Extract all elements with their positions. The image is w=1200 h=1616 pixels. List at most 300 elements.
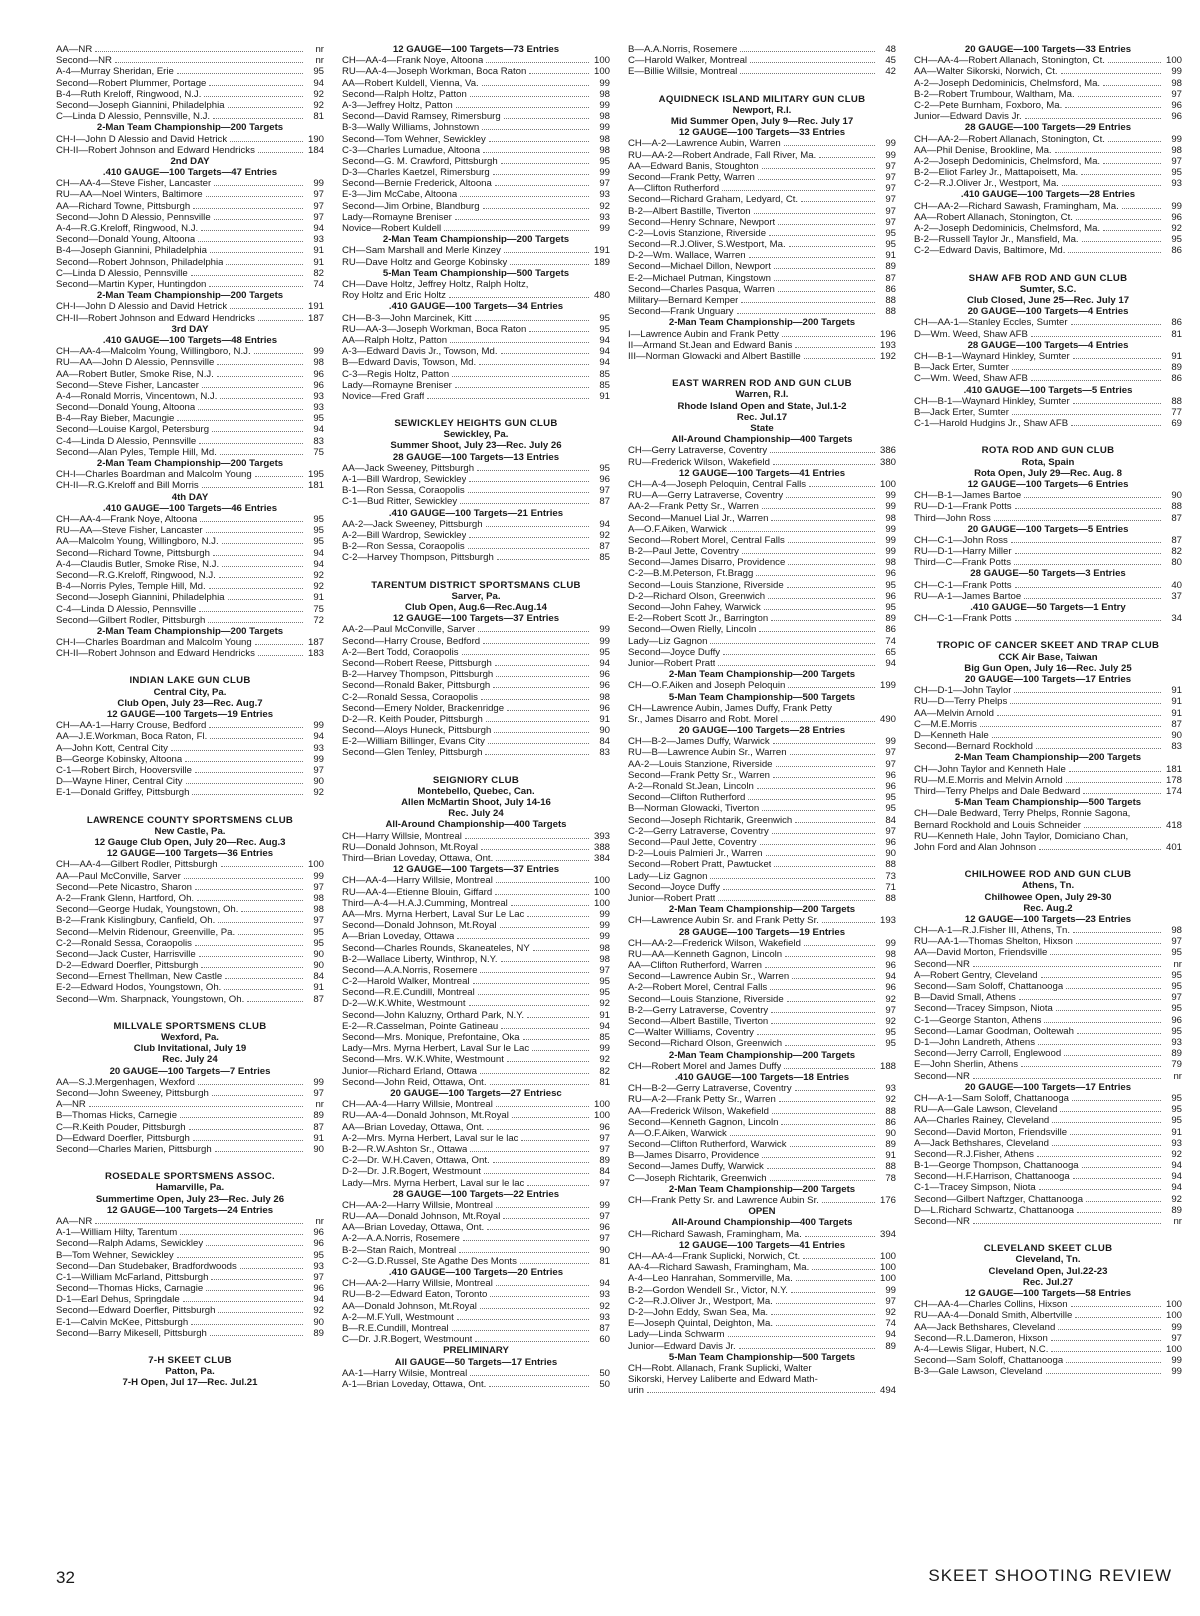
result-row (56, 134, 324, 145)
score: 95 (1171, 1104, 1182, 1116)
score: 95 (885, 792, 896, 804)
event-heading: Summer Shoot, July 23—Rec. July 26 (390, 440, 562, 452)
leader-dots (201, 229, 303, 231)
result-row (914, 1299, 1182, 1310)
score: 84 (599, 1166, 610, 1178)
shooter-name: Second—Ralph Holtz, Patton (342, 88, 467, 100)
shooter-name: Second—Gilbert Naftzger, Chattanooga (914, 1193, 1084, 1205)
shooter-name: B-2—Gerry Latraverse, Coventry (628, 1004, 769, 1016)
result-row (628, 647, 896, 658)
score: 93 (599, 1289, 610, 1301)
score: 92 (599, 998, 610, 1010)
result-row (628, 183, 896, 194)
score: 92 (313, 569, 324, 581)
shooter-name: Novice—Fred Graff (342, 390, 425, 402)
score: 97 (599, 964, 610, 976)
score: 96 (313, 379, 324, 391)
leader-dots (215, 1150, 303, 1152)
event-heading: .410 GAUGE—100 Targets—34 Entries (388, 301, 564, 313)
result-row (914, 1071, 1182, 1082)
score: 90 (599, 725, 610, 737)
shooter-name: CH—AA-1—Harry Crouse, Bedford (56, 720, 207, 732)
event-heading: 12 GAUGE—100 Targets—36 Entries (106, 848, 274, 860)
score: 94 (313, 547, 324, 559)
result-row (628, 971, 896, 982)
score: 94 (885, 971, 896, 983)
result-row (56, 960, 324, 971)
leader-dots (1046, 1372, 1161, 1374)
score: 83 (313, 435, 324, 447)
leader-dots (773, 742, 875, 744)
result-row (342, 747, 610, 758)
shooter-name: E-2—William Billinger, Evans City (342, 736, 485, 748)
leader-dots (496, 859, 589, 861)
score: 100 (879, 1273, 896, 1285)
result-row (914, 156, 1182, 167)
leader-dots (177, 1256, 303, 1258)
score: 87 (599, 1322, 610, 1334)
result-row (914, 1194, 1182, 1205)
score: 96 (1171, 1014, 1182, 1026)
score: 92 (313, 88, 324, 100)
score: 99 (885, 149, 896, 161)
leader-dots (484, 1172, 589, 1174)
result-row (56, 982, 324, 993)
result-row (342, 898, 610, 909)
result-row (56, 257, 324, 268)
result-row (342, 78, 610, 89)
result-row (342, 647, 610, 658)
result-row (914, 730, 1182, 741)
score: 95 (599, 976, 610, 988)
shooter-name: Second—Mrs. W.K.White, Westmount (342, 1054, 504, 1066)
score: 96 (885, 960, 896, 972)
result-row (342, 1144, 610, 1155)
shooter-name: Lady—Mrs. Myrna Herbert, Laval Sur le Lac (342, 1043, 530, 1055)
shooter-name: Second—James Duffy, Warwick (628, 1161, 764, 1173)
result-row (342, 552, 610, 563)
shooter-name: AA—Robert Allanach, Stonington, Ct. (914, 211, 1073, 223)
result-row (914, 591, 1182, 602)
leader-dots (776, 765, 875, 767)
leader-dots (210, 737, 303, 739)
leader-dots (762, 1156, 875, 1158)
leader-dots (1068, 251, 1161, 253)
result-row (342, 530, 610, 541)
score: 91 (1171, 696, 1182, 708)
score: 90 (885, 1127, 896, 1139)
result-row (56, 604, 324, 615)
result-row (342, 943, 610, 954)
shooter-name: D-1—John Landreth, Athens (914, 1036, 1036, 1048)
score: 192 (879, 350, 896, 362)
score: 91 (599, 390, 610, 402)
shooter-name: C-4—Linda D Alessio, Pennsville (56, 603, 197, 615)
shooter-name: Second—Clifton Rutherford (628, 792, 746, 804)
leader-dots (766, 854, 875, 856)
result-row (56, 1216, 324, 1227)
leader-dots (1071, 424, 1161, 426)
result-row (342, 212, 610, 223)
leader-dots (769, 234, 875, 236)
result-row (628, 445, 896, 456)
shooter-name: Second—Glen Tenley, Pittsburgh (342, 747, 483, 759)
result-row (56, 413, 324, 424)
shooter-name: C-2—Edward Davis, Baltimore, Md. (914, 245, 1066, 257)
shooter-name: Junior—Richard Erland, Ottawa (342, 1065, 477, 1077)
team-championship-heading: 2-Man Team Championship—200 Targets (96, 122, 284, 134)
score: 94 (313, 558, 324, 570)
leader-dots (478, 993, 589, 995)
result-row (914, 111, 1182, 122)
leader-dots (494, 731, 589, 733)
result-row (914, 1344, 1182, 1355)
leader-dots (195, 888, 303, 890)
score: 94 (599, 346, 610, 358)
shooter-name: CH—AA-4—Frank Noye, Altoona (342, 55, 484, 67)
result-row (56, 447, 324, 458)
shooter-name: Second—Jim Orbine, Blandburg (342, 200, 480, 212)
shooter-name: C-2—Ronald Sessa, Coraopolis (342, 691, 478, 703)
shooter-name: C—Linda D Alessio, Pennsville, N.J. (56, 111, 211, 123)
score: 95 (599, 462, 610, 474)
result-row (342, 245, 610, 256)
result-row (628, 658, 896, 669)
score: 99 (1171, 66, 1182, 78)
shooter-name: CH—Robert Morel and James Duffy (628, 1060, 782, 1072)
result-row (914, 329, 1182, 340)
leader-dots (1076, 218, 1161, 220)
shooter-name: Second—Lawrence Aubin Sr., Warren (628, 971, 790, 983)
score: 96 (599, 680, 610, 692)
leader-dots (529, 72, 589, 74)
result-row (342, 1233, 610, 1244)
result-row (628, 351, 896, 362)
score: 89 (885, 1340, 896, 1352)
shooter-name: Second—Donald Johnson, Mt.Royal (342, 920, 497, 932)
score: 99 (885, 523, 896, 535)
result-row (628, 490, 896, 501)
score: 95 (1171, 969, 1182, 981)
shooter-name: A—Robert Gentry, Cleveland (914, 969, 1038, 981)
shooter-name: B-2—Robert Trumbour, Waltham, Ma. (914, 88, 1075, 100)
shooter-name: RU—AA-1—Thomas Shelton, Hixson (914, 936, 1073, 948)
event-heading: .410 GAUGE—100 Targets—21 Entries (388, 507, 564, 519)
score: 92 (1171, 223, 1182, 235)
event-heading: Athens, Tn. (1021, 880, 1075, 892)
shooter-name: D—Kenneth Hale (914, 730, 989, 741)
score: 92 (1171, 1148, 1182, 1160)
leader-dots (756, 574, 875, 576)
event-heading: Central City, Pa. (153, 686, 227, 698)
result-row (628, 138, 896, 149)
shooter-name: A-2—Joseph Dedominicis, Chelmsford, Ma. (914, 223, 1101, 235)
shooter-name: Second—Jerry Carroll, Englewood (914, 1048, 1062, 1060)
event-heading: 12 GAUGE—100 Targets—24 Entries (106, 1204, 274, 1216)
leader-dots (487, 1228, 589, 1230)
leader-dots (212, 1094, 303, 1096)
result-row (628, 150, 896, 161)
score: 181 (307, 480, 324, 492)
result-row (914, 513, 1182, 524)
club-name: ROTA ROD AND GUN CLUB (981, 445, 1115, 457)
result-row (342, 66, 610, 77)
club-name: EAST WARREN ROD AND GUN CLUB (672, 378, 852, 390)
result-row (628, 815, 896, 826)
result-row (56, 268, 324, 279)
leader-dots (748, 798, 875, 800)
result-row (342, 380, 610, 391)
score: 91 (313, 245, 324, 257)
score: 100 (593, 55, 610, 67)
leader-dots (489, 140, 589, 142)
result-row (628, 217, 896, 228)
shooter-name: A-1—Brian Loveday, Ottawa, Ont. (342, 1378, 487, 1390)
score: 187 (307, 637, 324, 649)
leader-dots (463, 1239, 589, 1241)
shooter-name: B-2—Stan Raich, Montreal (342, 1244, 457, 1256)
result-row (56, 859, 324, 870)
event-heading: 20 GAUGE—100 Targets—7 Entries (109, 1065, 271, 1077)
result-row (342, 1368, 610, 1379)
score: 96 (313, 368, 324, 380)
leader-dots (767, 1167, 875, 1169)
result-row (342, 391, 610, 402)
leader-dots (206, 1244, 303, 1246)
leader-dots (779, 1100, 875, 1102)
result-row (56, 525, 324, 536)
leader-dots (739, 1347, 875, 1349)
leader-dots (507, 1060, 589, 1062)
leader-dots (718, 899, 875, 901)
leader-dots (1012, 413, 1161, 415)
shooter-name: AA-2—Paul McConville, Sarver (342, 624, 476, 636)
score: 100 (593, 897, 610, 909)
score: 96 (313, 1227, 324, 1239)
score: 97 (599, 1177, 610, 1189)
event-heading: .410 GAUGE—100 Targets—47 Entries (102, 167, 278, 179)
leader-dots (493, 1161, 589, 1163)
result-row (628, 792, 896, 803)
leader-dots (496, 881, 589, 883)
result-row (628, 1106, 896, 1117)
result-row (914, 490, 1182, 501)
event-heading: .410 GAUGE—100 Targets—18 Entries (674, 1071, 850, 1083)
result-row (914, 167, 1182, 178)
leader-dots (523, 1038, 589, 1040)
score: 85 (599, 1032, 610, 1044)
shooter-name: Second—Robert Reese, Pittsburgh (342, 657, 492, 669)
result-row (628, 1262, 896, 1273)
score: 98 (599, 942, 610, 954)
shooter-name: Lady—Linda Schwarm (628, 1329, 725, 1341)
result-row (628, 859, 896, 870)
score: 184 (307, 144, 324, 156)
shooter-name: A-2—Bill Wardrop, Sewickley (342, 530, 467, 542)
score: 96 (599, 1121, 610, 1133)
score: 97 (1171, 936, 1182, 948)
shooter-name: RU—AA—Donald Johnson, Mt.Royal (342, 1211, 501, 1223)
shooter-name: B—Tom Wehner, Sewickley (56, 1249, 174, 1261)
result-row (56, 581, 324, 592)
result-row (914, 1355, 1182, 1366)
score: 196 (879, 328, 896, 340)
result-row (628, 172, 896, 183)
score: 100 (593, 1099, 610, 1111)
shooter-name: Roy Holtz and Eric Holtz (342, 290, 446, 302)
result-row (628, 1139, 896, 1150)
result-row (628, 580, 896, 591)
leader-dots (1024, 496, 1161, 498)
shooter-name: Second—Owen Rielly, Lincoln (628, 624, 757, 636)
score: 87 (1171, 718, 1182, 730)
score: 97 (313, 200, 324, 212)
leader-dots (801, 200, 875, 202)
result-row (914, 786, 1182, 797)
shooter-name: CH—D-1—John Taylor (914, 685, 1012, 697)
result-row (342, 1278, 610, 1289)
shooter-name: C-3—Charles Lumadue, Altoona (342, 144, 481, 156)
leader-dots (486, 720, 589, 722)
score: 86 (1171, 373, 1182, 385)
result-row (628, 636, 896, 647)
result-row (342, 1166, 610, 1177)
event-heading: 20 GAUGE—100 Targets—17 Entries (964, 674, 1132, 686)
leader-dots (1073, 931, 1161, 933)
result-row (628, 206, 896, 217)
result-row (914, 808, 1182, 819)
leader-dots (1041, 976, 1161, 978)
result-row (628, 1161, 896, 1172)
score: 94 (313, 731, 324, 743)
score: 96 (885, 769, 896, 781)
result-row (342, 842, 610, 853)
event-heading: 12 GAUGE—100 Targets—19 Entries (106, 709, 274, 721)
event-heading: 28 GAUGE—100 Targets—19 Entries (678, 926, 846, 938)
leader-dots (213, 117, 303, 119)
shooter-name: B-3—Gale Lawson, Cleveland (914, 1366, 1043, 1378)
result-row (914, 613, 1182, 624)
shooter-name: A-3—Edward Davis Jr., Towson, Md. (342, 346, 498, 358)
score: 95 (885, 803, 896, 815)
result-row (342, 1222, 610, 1233)
result-row (628, 960, 896, 971)
score: 95 (885, 1027, 896, 1039)
shooter-name: Second—Harry Crouse, Bedford (342, 635, 481, 647)
leader-dots (1060, 1110, 1161, 1112)
result-row (628, 602, 896, 613)
result-row (56, 927, 324, 938)
result-row (914, 223, 1182, 234)
leader-dots (95, 1222, 303, 1224)
score: 45 (885, 55, 896, 67)
result-row (342, 178, 610, 189)
club-name: SEIGNIORY CLUB (432, 774, 520, 786)
score: 99 (885, 501, 896, 513)
score: 81 (1171, 328, 1182, 340)
result-row (628, 501, 896, 512)
score: 50 (599, 1367, 610, 1379)
result-row (628, 893, 896, 904)
leader-dots (483, 642, 589, 644)
leader-dots (238, 933, 303, 935)
result-row (342, 831, 610, 842)
result-row (628, 915, 896, 926)
score: 95 (599, 987, 610, 999)
shooter-name: Second—Bernie Frederick, Altoona (342, 178, 492, 190)
score: 100 (1165, 1299, 1182, 1311)
result-row (914, 1048, 1182, 1059)
shooter-name: AA—Ralph Holtz, Patton (342, 334, 448, 346)
score: 92 (313, 1305, 324, 1317)
shooter-name: A-2—Mrs. Myrna Herbert, Laval sur le lac (342, 1132, 519, 1144)
result-row (342, 703, 610, 714)
result-row (342, 976, 610, 987)
shooter-name: AA—Richard Towne, Pittsburgh (56, 200, 191, 212)
score: 98 (599, 953, 610, 965)
leader-dots (220, 453, 303, 455)
leader-dots (1050, 953, 1161, 955)
score: 95 (599, 155, 610, 167)
event-heading: .410 GAUGE—100 Targets—28 Entries (960, 189, 1136, 201)
result-row (914, 696, 1182, 707)
shooter-name: C-2—B.M.Peterson, Ft.Bragg (628, 568, 754, 580)
leader-dots (803, 1257, 875, 1259)
shooter-name: CH—John Taylor and Kenneth Hale (914, 763, 1066, 775)
shooter-name: C-1—Robert Birch, Hooversville (56, 765, 192, 777)
result-row (628, 1150, 896, 1161)
leader-dots (490, 1083, 589, 1085)
result-row (342, 134, 610, 145)
result-row (914, 178, 1182, 189)
score: 187 (307, 312, 324, 324)
shooter-name: Second—Gilbert Rodler, Pittsburgh (56, 614, 206, 626)
result-row (914, 234, 1182, 245)
shooter-name: E-2—Edward Hodos, Youngstown, Oh. (56, 982, 222, 994)
result-row (56, 536, 324, 547)
score: 98 (1171, 144, 1182, 156)
shooter-name: Second—NR (914, 958, 970, 970)
shooter-name: Second—Ernest Thellman, New Castle (56, 971, 223, 983)
leader-dots (504, 251, 589, 253)
score: 99 (599, 223, 610, 235)
event-heading: All-Around Championship—400 Targets (385, 819, 567, 831)
event-heading: Sarver, Pa. (451, 590, 501, 602)
result-row (914, 418, 1182, 429)
leader-dots (776, 1324, 875, 1326)
event-heading: Rec. Aug.2 (1023, 902, 1073, 914)
leader-dots (254, 352, 303, 354)
result-row (342, 954, 610, 965)
score: 60 (599, 1334, 610, 1346)
score: 89 (313, 1110, 324, 1122)
event-heading: .410 GAUGE—100 Targets—46 Entries (102, 502, 278, 514)
leader-dots (773, 463, 875, 465)
score: 99 (885, 490, 896, 502)
shooter-name: RU—AA—Steve Fisher, Lancaster (56, 525, 203, 537)
result-row (914, 764, 1182, 775)
leader-dots (730, 530, 875, 532)
leader-dots (258, 319, 303, 321)
leader-dots (532, 1049, 589, 1051)
score: 90 (313, 948, 324, 960)
shooter-name: CH—C-1—Frank Potts (914, 613, 1012, 625)
leader-dots (1077, 1032, 1161, 1034)
score: 99 (313, 346, 324, 358)
result-row (914, 100, 1182, 111)
leader-dots (224, 988, 303, 990)
result-row (342, 1334, 610, 1345)
